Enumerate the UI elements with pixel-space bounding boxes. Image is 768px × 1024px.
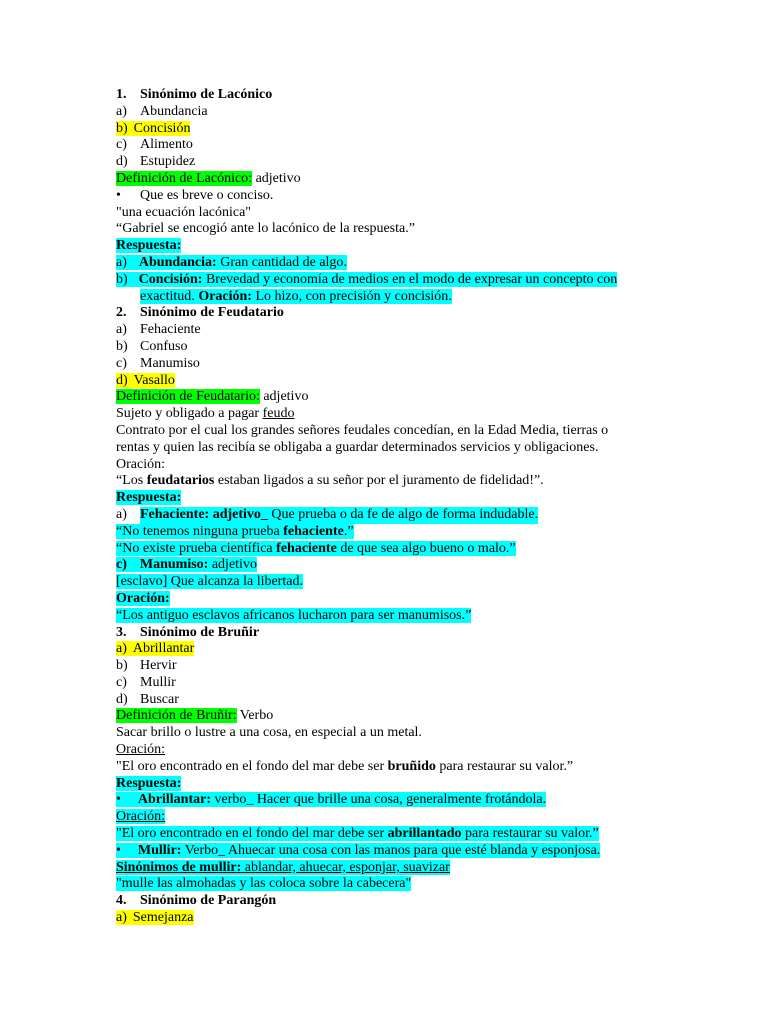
sentence-label: Oración: (116, 590, 170, 606)
option-c: c) Alimento (116, 137, 193, 153)
question-title: Sinónimo de Feudatario (140, 305, 284, 321)
definition-meaning: Sacar brillo o lustre a una cosa, en especial a un metal. (116, 725, 422, 741)
definition-contract: Contrato por el cual los grandes señores feudales concedían, en la Edad Media, tierras o (116, 422, 609, 438)
question-1-heading (116, 87, 676, 104)
document-page (116, 87, 676, 927)
synonyms-line: Sinónimos de mullir: ablandar, ahuecar, esponjar, suavizar (116, 859, 450, 875)
answer-c-definition: [esclavo] Que alcanza la libertad. (116, 574, 303, 590)
option-b: b) Hervir (116, 658, 177, 674)
option-c: c) Manumiso (116, 355, 200, 371)
definition-contract: rentas y quien las recibía se obligaba a guardar determinados servicios y obligaciones. (116, 439, 599, 455)
sentence-label: Oración: (116, 742, 165, 758)
question-3-heading (116, 625, 676, 642)
option-a-correct: a) Semejanza (116, 910, 194, 926)
definition-line: Definición de Lacónico: adjetivo (116, 170, 301, 186)
option-d: d) Buscar (116, 691, 179, 707)
question-title: Sinónimo de Bruñir (140, 624, 260, 640)
example-sentence: "El oro encontrado en el fondo del mar debe ser bruñido para restaurar su valor.” (116, 758, 574, 774)
answer-heading: Respuesta: (116, 775, 182, 791)
answer-a-sentence: “No existe prueba científica fehaciente de que sea algo bueno o malo.” (116, 540, 516, 556)
answer-mullir: • Mullir: Verbo_ Ahuecar una cosa con las manos para que esté blanda y esponjosa. (116, 842, 601, 858)
bullet: • (116, 187, 121, 203)
question-4-heading (116, 893, 676, 910)
answer-abrillantar: • Abrillantar: verbo_ Hacer que brille una cosa, generalmente frotándola. (116, 792, 547, 808)
question-number: 3. (116, 624, 127, 640)
definition-meaning: • Que es breve o conciso. (116, 187, 274, 203)
definition-label: Definición de Lacónico: (116, 170, 253, 186)
option-c: c) Mullir (116, 674, 176, 690)
answer-heading: Respuesta: (116, 238, 182, 254)
example-line: "una ecuación lacónica" (116, 204, 252, 220)
answer-c: c) Manumiso: adjetivo (116, 557, 257, 573)
question-title: Sinónimo de Lacónico (140, 87, 273, 102)
definition-label: Definición de Feudatario: (116, 389, 260, 405)
option-b-correct: b) Concisión (116, 120, 191, 136)
answer-abrillantar-sentence: "El oro encontrado en el fondo del mar debe ser abrillantado para restaurar su valor.” (116, 826, 599, 842)
answer-c-sentence: “Los antiguo esclavos africanos lucharon para ser manumisos.” (116, 607, 472, 623)
definition-meaning: Sujeto y obligado a pagar feudo (116, 406, 295, 422)
definition-label: Definición de Bruñir: (116, 708, 237, 724)
option-d-correct: d) Vasallo (116, 372, 175, 388)
answer-b-continued: exactitud. Oración: Lo hizo, con precisión y concisión. (140, 288, 452, 304)
answer-b: b) Concisión: Brevedad y economía de medios en el modo de expresar un concepto con (116, 271, 618, 287)
definition-line: Definición de Feudatario: adjetivo (116, 389, 309, 405)
option-d: d) Estupidez (116, 154, 196, 170)
question-2-heading (116, 305, 676, 322)
answer-mullir-sentence: "mulle las almohadas y las coloca sobre la cabecera" (116, 876, 412, 892)
option-a-correct: a) Abrillantar (116, 641, 195, 657)
question-number: 1. (116, 87, 127, 102)
answer-a: a) Fehaciente: adjetivo_ Que prueba o da fe de algo de forma indudable. (116, 506, 539, 522)
feudo-link[interactable]: feudo (262, 406, 295, 422)
sentence-label: Oración: (116, 809, 165, 825)
definition-line: Definición de Bruñir: Verbo (116, 708, 274, 724)
answer-heading: Respuesta: (116, 490, 182, 506)
example-line: “Gabriel se encogió ante lo lacónico de la respuesta.” (116, 221, 415, 237)
sentence-label: Oración: (116, 456, 165, 472)
answer-a-sentence: “No tenemos ninguna prueba fehaciente.” (116, 523, 354, 539)
answer-a: a) Abundancia: Gran cantidad de algo. (116, 254, 347, 270)
example-sentence: “Los feudatarios estaban ligados a su señor por el juramento de fidelidad!”. (116, 473, 544, 489)
question-title: Sinónimo de Parangón (140, 893, 277, 909)
option-a: a) Fehaciente (116, 322, 201, 338)
question-number: 4. (116, 893, 127, 909)
question-number: 2. (116, 305, 127, 321)
option-a: a) Abundancia (116, 103, 208, 119)
option-b: b) Confuso (116, 338, 188, 354)
